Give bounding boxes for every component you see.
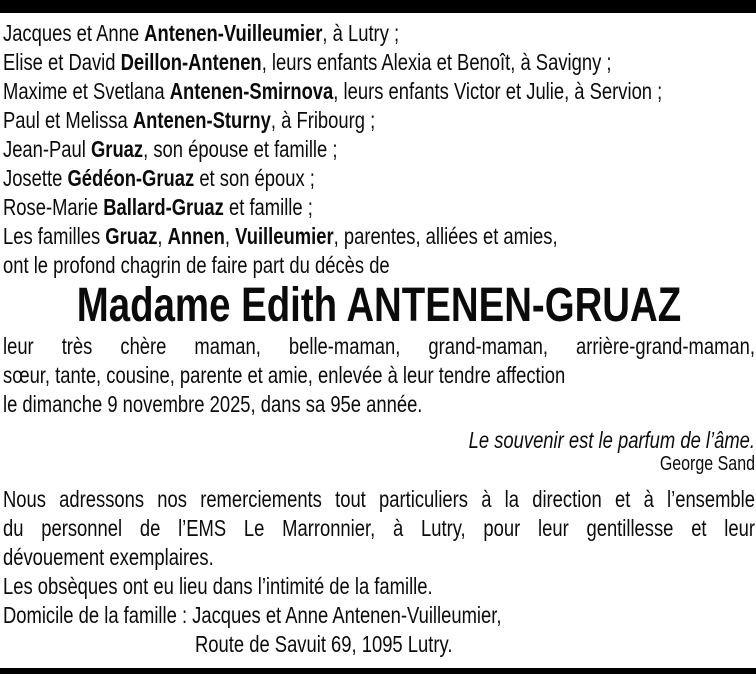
top-border-bar bbox=[0, 0, 756, 13]
memorial-quote bbox=[3, 428, 755, 475]
thanks-line: dévouement exemplaires. bbox=[3, 544, 214, 570]
family-line: Jacques et Anne Antenen-Vuilleumier, à Lutry ; bbox=[3, 20, 400, 46]
closing-line: Route de Savuit 69, 1095 Lutry. bbox=[195, 631, 453, 657]
family-line: ont le profond chagrin de faire part du décès de bbox=[3, 252, 390, 278]
quote-author: George Sand bbox=[659, 453, 755, 475]
deceased-name: Madame Edith ANTENEN-GRUAZ bbox=[76, 279, 682, 332]
family-line: Josette Gédéon-Gruaz et son époux ; bbox=[3, 165, 315, 191]
thanks-lines bbox=[3, 485, 755, 572]
family-line: Rose-Marie Ballard-Gruaz et famille ; bbox=[3, 194, 313, 220]
bottom-border-bar bbox=[0, 668, 756, 674]
thanks-line: du personnel de l’EMS Le Marronnier, à Lutry, pour leur gentillesse et leur bbox=[3, 515, 755, 541]
tribute-line: sœur, tante, cousine, parente et amie, enlevée à leur tendre affection bbox=[3, 362, 566, 388]
thanks-line: Nous adressons nos remerciements tout particuliers à la direction et à l’ensemble bbox=[3, 486, 755, 512]
closing-line: Domicile de la famille : Jacques et Anne Antenen-Vuilleumier, bbox=[3, 602, 502, 628]
family-line: Maxime et Svetlana Antenen-Smirnova, leurs enfants Victor et Julie, à Servion ; bbox=[3, 78, 663, 104]
tribute-lines bbox=[3, 332, 755, 419]
family-line: Les familles Gruaz, Annen, Vuilleumier, parentes, alliées et amies, bbox=[3, 223, 558, 249]
closing-lines bbox=[3, 572, 755, 659]
quote-text: Le souvenir est le parfum de l’âme. bbox=[468, 427, 755, 453]
tribute-line: leur très chère maman, belle-maman, grand-maman, arrière-grand-maman, bbox=[3, 333, 755, 359]
notice-content bbox=[3, 13, 755, 659]
closing-line: Les obsèques ont eu lieu dans l’intimité de la famille. bbox=[3, 573, 433, 599]
family-line: Paul et Melissa Antenen-Sturny, à Fribourg ; bbox=[3, 107, 376, 133]
family-lines bbox=[3, 19, 755, 280]
tribute-line: le dimanche 9 novembre 2025, dans sa 95e année. bbox=[3, 391, 423, 417]
family-line: Jean-Paul Gruaz, son épouse et famille ; bbox=[3, 136, 338, 162]
family-line: Elise et David Deillon-Antenen, leurs enfants Alexia et Benoît, à Savigny ; bbox=[3, 49, 612, 75]
